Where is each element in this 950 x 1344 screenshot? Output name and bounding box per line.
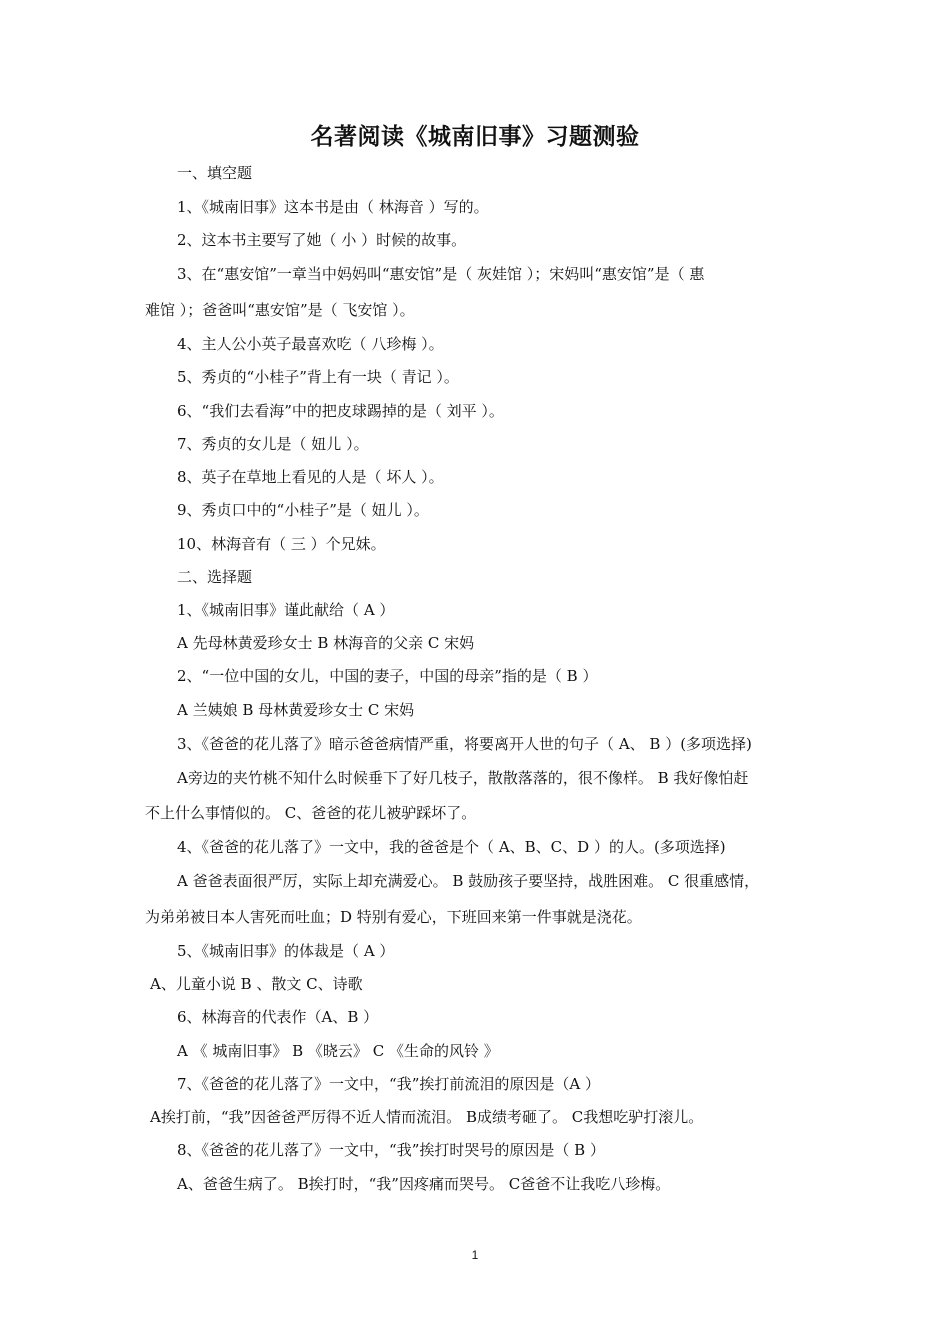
question-line: 6、“我们去看海”中的把皮球踢掉的是（ 刘平 ）。 xyxy=(177,402,504,420)
options-line: A 《 城南旧事》 B 《晓云》 C 《生命的风铃 》 xyxy=(177,1042,499,1060)
question-line: 1、《城南旧事》这本书是由（ 林海音 ）写的。 xyxy=(177,198,489,216)
question-line: 8、《爸爸的花儿落了》一文中，“我”挨打时哭号的原因是（ B ） xyxy=(177,1141,605,1159)
options-line-continued: 不上什么事情似的。 C、爸爸的花儿被驴踩坏了。 xyxy=(145,804,477,822)
question-line: 8、英子在草地上看见的人是（ 坏人 ）。 xyxy=(177,468,444,486)
question-line: 2、这本书主要写了她（ 小 ）时候的故事。 xyxy=(177,231,467,249)
question-line: 1、《城南旧事》谨此献给（ A ） xyxy=(177,601,395,619)
question-line: 5、《城南旧事》的体裁是（ A ） xyxy=(177,942,395,960)
section-heading-fill-blank: 一、填空题 xyxy=(177,164,253,182)
question-line: 4、《爸爸的花儿落了》一文中，我的爸爸是个（ A、B、C、D ）的人。(多项选择) xyxy=(177,838,726,856)
options-line-continued: 为弟弟被日本人害死而吐血；D 特别有爱心，下班回来第一件事就是浇花。 xyxy=(145,908,642,926)
question-line: 7、《爸爸的花儿落了》一文中，“我”挨打前流泪的原因是（A ） xyxy=(177,1075,600,1093)
question-line: 3、在“惠安馆”一章当中妈妈叫“惠安馆”是（ 灰娃馆 ）；宋妈叫“惠安馆”是（ 惠 xyxy=(177,265,705,283)
question-line: 6、林海音的代表作（A、B ） xyxy=(177,1008,379,1026)
question-line: 2、“一位中国的女儿，中国的妻子，中国的母亲”指的是（ B ） xyxy=(177,667,598,685)
options-line: A 先母林黄爱珍女士 B 林海音的父亲 C 宋妈 xyxy=(177,634,475,652)
question-line: 10、林海音有（ 三 ）个兄妹。 xyxy=(177,535,386,553)
options-line: A旁边的夹竹桃不知什么时候垂下了好几枝子，散散落落的，很不像样。 B 我好像怕赶 xyxy=(177,769,749,787)
page-number: 1 xyxy=(471,1248,479,1262)
options-line: A 兰姨娘 B 母林黄爱珍女士 C 宋妈 xyxy=(177,701,415,719)
question-line: 9、秀贞口中的“小桂子”是（ 妞儿 ）。 xyxy=(177,501,429,519)
question-line: 3、《爸爸的花儿落了》暗示爸爸病情严重，将要离开人世的句子（ A、 B ）(多项选择) xyxy=(177,735,752,753)
document-title: 名著阅读《城南旧事》习题测验 xyxy=(310,124,640,150)
options-line: A、爸爸生病了。 B挨打时，“我”因疼痛而哭号。 C爸爸不让我吃八珍梅。 xyxy=(177,1175,671,1193)
options-line: A 爸爸表面很严厉，实际上却充满爱心。 B 鼓励孩子要坚持，战胜困难。 C 很重感情， xyxy=(177,872,760,890)
question-line: 7、秀贞的女儿是（ 妞儿 ）。 xyxy=(177,435,369,453)
options-line: A、儿童小说 B 、散文 C、诗歌 xyxy=(150,975,363,993)
section-heading-multiple-choice: 二、选择题 xyxy=(177,568,253,586)
question-line-continued: 难馆 ）；爸爸叫“惠安馆”是（ 飞安馆 ）。 xyxy=(145,301,415,319)
question-line: 4、主人公小英子最喜欢吃（ 八珍梅 ）。 xyxy=(177,335,444,353)
options-line: A挨打前，“我”因爸爸严厉得不近人情而流泪。 B成绩考砸了。 C我想吃驴打滚儿。 xyxy=(150,1108,704,1126)
question-line: 5、秀贞的“小桂子”背上有一块（ 青记 ）。 xyxy=(177,368,459,386)
